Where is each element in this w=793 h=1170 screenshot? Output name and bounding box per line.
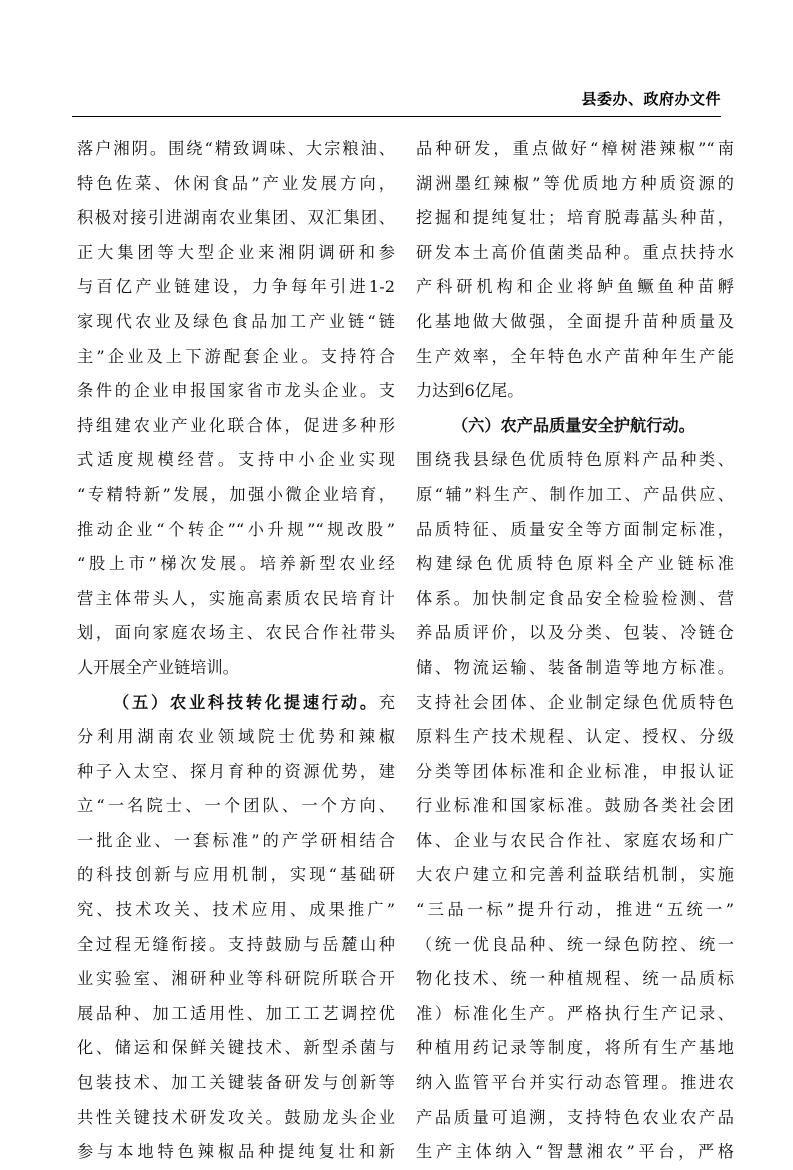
text-line: 品质特征、质量安全等方面制定标准， bbox=[416, 519, 734, 539]
section-5-heading: （五）农业科技转化提速行动。 bbox=[113, 692, 379, 712]
text-line: 落户湘阴。围绕“精致调味、大宗粮油、 bbox=[77, 139, 395, 158]
text-line: 立“一名院士、一个团队、一个方向、 bbox=[77, 796, 395, 816]
text-line: 行业标准和国家标准。鼓励各类社会团 bbox=[416, 796, 734, 816]
section-5-heading-line bbox=[77, 686, 395, 721]
text-line: 的科技创新与应用机制，实现“基础研 bbox=[77, 865, 395, 885]
text-line: 构建绿色优质特色原料全产业链标准 bbox=[416, 554, 734, 574]
text-line: 正大集团等大型企业来湘阴调研和参 bbox=[77, 242, 395, 262]
text-line: 包装技术、加工关键装备研发与创新等 bbox=[77, 1073, 395, 1093]
text-line: 化基地做大做强，全面提升苗种质量及 bbox=[416, 311, 734, 331]
text-line: （统一优良品种、统一绿色防控、统一 bbox=[416, 934, 734, 954]
text-line: 业实验室、湘研种业等科研院所联合开 bbox=[77, 969, 395, 989]
text-line: 与百亿产业链建设，力争每年引进1-2 bbox=[77, 277, 395, 297]
text-line: 参与本地特色辣椒品种提纯复壮和新 bbox=[77, 1142, 395, 1162]
text-line: 挖掘和提纯复壮；培育脱毒蕌头种苗， bbox=[416, 208, 734, 228]
text-line: 物化技术、统一种植规程、统一品质标 bbox=[416, 969, 734, 989]
section-5-first-tail: 充 bbox=[378, 692, 395, 712]
text-line: 展品种、加工适用性、加工工艺调控优 bbox=[77, 1003, 395, 1023]
section-6-heading-line bbox=[416, 409, 734, 444]
text-line: 究、技术攻关、技术应用、成果推广” bbox=[77, 900, 395, 920]
header-divider bbox=[72, 116, 721, 117]
text-line: 划，面向家庭农场主、农民合作社带头 bbox=[77, 623, 395, 643]
section-6-heading: （六）农产品质量安全护航行动。 bbox=[452, 415, 695, 435]
text-line: 一批企业、一套标准”的产学研相结合 bbox=[77, 830, 395, 850]
text-line: 化、储运和保鲜关键技术、新型杀菌与 bbox=[77, 1038, 395, 1058]
text-line: 体、企业与农民合作社、家庭农场和广 bbox=[416, 830, 734, 850]
page-header-title: 县委办、政府办文件 bbox=[581, 90, 721, 108]
text-line: 围绕我县绿色优质特色原料产品种类、 bbox=[416, 450, 734, 470]
text-line: 力达到6亿尾。 bbox=[416, 381, 524, 401]
text-line: 生产主体纳入“智慧湘农”平台，严格 bbox=[416, 1142, 734, 1162]
left-column bbox=[77, 132, 395, 1170]
text-line: “三品一标”提升行动，推进“五统一” bbox=[416, 900, 734, 920]
text-line: 共性关键技术研发攻关。鼓励龙头企业 bbox=[77, 1107, 395, 1127]
text-line: 品种研发，重点做好“樟树港辣椒”“南 bbox=[416, 139, 734, 158]
text-line: 支持社会团体、企业制定绿色优质特色 bbox=[416, 692, 734, 712]
text-line: 全过程无缝衔接。支持鼓励与岳麓山种 bbox=[77, 934, 395, 954]
text-line: 纳入监管平台并实行动态管理。推进农 bbox=[416, 1073, 734, 1093]
text-line: 研发本土高价值菌类品种。重点扶持水 bbox=[416, 242, 734, 262]
text-line: 主”企业及上下游配套企业。支持符合 bbox=[77, 346, 395, 366]
text-line: 式适度规模经营。支持中小企业实现 bbox=[77, 450, 395, 470]
text-line: 体系。加快制定食品安全检验检测、营 bbox=[416, 588, 734, 608]
text-line: 原料生产技术规程、认定、授权、分级 bbox=[416, 727, 734, 747]
text-line: 营主体带头人，实施高素质农民培育计 bbox=[77, 588, 395, 608]
text-line: 分利用湖南农业领域院士优势和辣椒 bbox=[77, 727, 395, 747]
text-line: “专精特新”发展，加强小微企业培育， bbox=[77, 484, 395, 504]
text-line: 种子入太空、探月育种的资源优势，建 bbox=[77, 761, 395, 781]
text-line: 积极对接引进湖南农业集团、双汇集团、 bbox=[77, 208, 395, 228]
text-line: 储、物流运输、装备制造等地方标准。 bbox=[416, 657, 734, 677]
text-line: “股上市”梯次发展。培养新型农业经 bbox=[77, 554, 395, 574]
text-line: 条件的企业申报国家省市龙头企业。支 bbox=[77, 381, 395, 401]
text-line: 推动企业“个转企”“小升规”“规改股” bbox=[77, 519, 395, 539]
text-line: 分类等团体标准和企业标准，申报认证 bbox=[416, 761, 734, 781]
text-line: 持组建农业产业化联合体，促进多种形 bbox=[77, 415, 395, 435]
text-line: 产科研机构和企业将鲈鱼鳜鱼种苗孵 bbox=[416, 277, 734, 297]
text-line: 原“辅”料生产、制作加工、产品供应、 bbox=[416, 484, 734, 504]
text-line: 湖洲墨红辣椒”等优质地方种质资源的 bbox=[416, 173, 734, 193]
text-line: 生产效率，全年特色水产苗种年生产能 bbox=[416, 346, 734, 366]
text-line: 种植用药记录等制度，将所有生产基地 bbox=[416, 1038, 734, 1058]
text-line: 准）标准化生产。严格执行生产记录、 bbox=[416, 1003, 734, 1023]
text-line: 家现代农业及绿色食品加工产业链“链 bbox=[77, 311, 395, 331]
text-line: 大农户建立和完善利益联结机制，实施 bbox=[416, 865, 734, 885]
text-line: 养品质评价，以及分类、包装、冷链仓 bbox=[416, 623, 734, 643]
right-column bbox=[416, 132, 734, 1170]
text-line: 特色佐菜、休闲食品”产业发展方向， bbox=[77, 173, 395, 193]
text-line: 产品质量可追溯，支持特色农业农产品 bbox=[416, 1107, 734, 1127]
text-line: 人开展全产业链培训。 bbox=[77, 657, 239, 677]
